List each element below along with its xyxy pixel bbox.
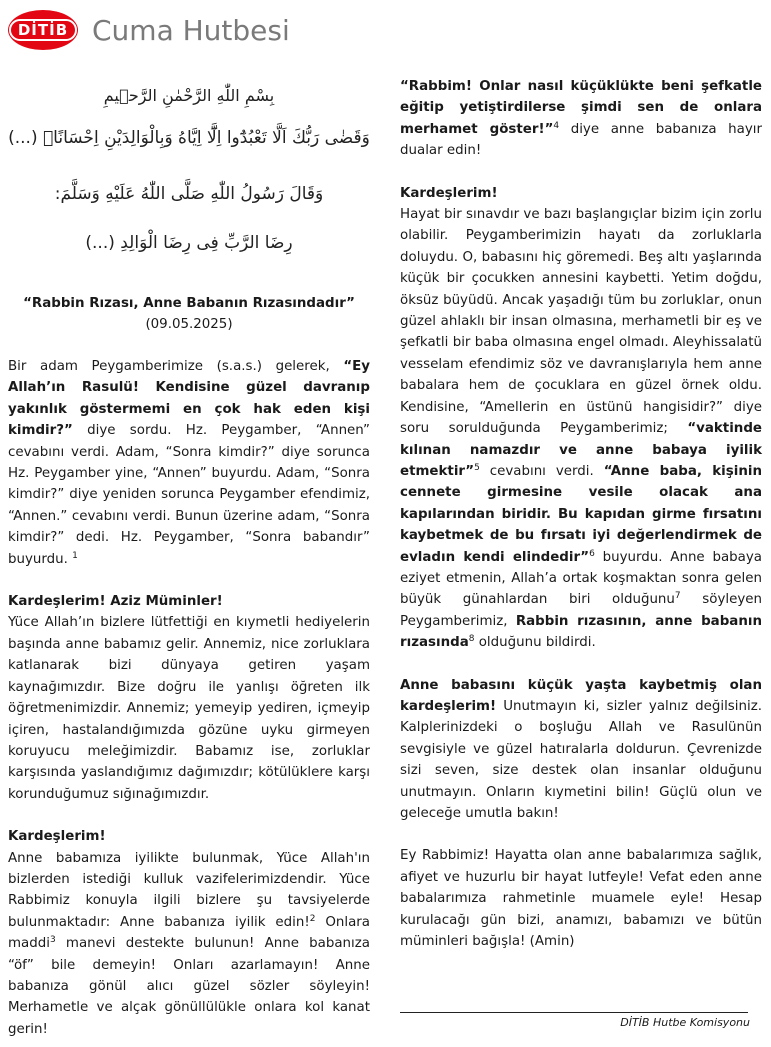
text: Bir adam Peygamberimize (s.a.s.) gelerek, xyxy=(8,359,344,374)
bold-text: “Ey Allah’ın Rasulü! Kendisine güzel davranıp yakınlık göstermemi en çok hak eden kişi kimdir?” xyxy=(8,359,370,439)
heading-text: Kardeşlerim! Aziz Müminler! xyxy=(8,594,223,610)
logo-text: DİTİB xyxy=(9,19,77,41)
text: Unutmayın ki, sizler yalnız değilsiniz. Kalplerinizdeki o boşluğu Allah ve Rasulünün sevgisiyle ve güzel hatıralarla doldurun. Çevrenizde sizi seven, size destek olan insanlar olduğunu unutmayın. Onların kıymetini bilin! Güçlü olun ve geleceğe umutla bakın! xyxy=(400,698,762,821)
text: cevabını verdi. xyxy=(479,463,604,479)
section-heading xyxy=(8,826,370,847)
footnote-ref: 1 xyxy=(72,550,78,561)
right-column xyxy=(400,76,762,952)
text: Onlara maddi xyxy=(8,914,370,952)
paragraph-1 xyxy=(8,356,370,570)
arabic-verse: وَقَضٰى رَبُّكَ اَلَّا تَعْبُدُٓوا اِلَّٓا اِيَّاهُ وَبِالْوَالِدَيْنِ اِحْسَانًاۜ (...) xyxy=(8,128,370,148)
header xyxy=(8,8,290,52)
paragraph-dua xyxy=(400,76,762,162)
footnote-ref: 6 xyxy=(589,548,595,559)
text: diye anne babanıza hayır dualar edin! xyxy=(400,121,762,159)
footnote-ref: 7 xyxy=(674,591,681,602)
text: diye sordu. Hz. Peygamber, “Annen” cevabını verdi. Adam, “Sonra kimdir?” diye sorunca Hz. Peygamber yine, “Annen” buyurdu. Adam, “Sonra kimdir?” diye yeniden sorunca Peygamber efendimiz, “Annen.” cevabını verdi. Bunun üzerine adam, “Sonra kimdir?” dedi. Hz. Peygamber, “Sonra babandır” buyurdu. xyxy=(8,423,370,567)
section-heading xyxy=(400,183,762,204)
left-column xyxy=(8,356,370,1040)
section-heading xyxy=(8,591,370,612)
paragraph-2: Yüce Allah’ın bizlere lütfettiği en kıymetli hediyelerin başında anne babamız gelir. Annemiz, nice zorluklara katlanarak bizi dünyaya getiren yaşam kaynağımızdır. Bize doğru ile yanlışı öğreten ilk öğretmenimizdir. Annemiz; yemeyip yediren, içmeyip içiren, hastalandığımızda gözüne uyku girmeyen koruyucu meleğimizdir. Babamız ise, zorluklar karşısında yaslandığımız dağımızdır; kötülüklere karşı korunduğumuz sığınağımızdır. xyxy=(8,615,370,802)
bold-text: “Anne baba, kişinin cennete girmesine vesile olacak ana kapılarından biridir. Bu kapıdan girme fırsatını kaybetmek de bu fırsatı iyi değerlendirmek de evladın kendi elindedir” xyxy=(400,463,762,565)
sermon-date: (09.05.2025) xyxy=(145,317,233,332)
paragraph-orphans xyxy=(400,675,762,825)
text: buyurdu. Anne babaya eziyet etmenin, Allah’a ortak koşmaktan sonra gelen büyük günahlardan biri olduğunu xyxy=(400,549,762,608)
signature-line xyxy=(400,1012,748,1013)
paragraph-prayer: Ey Rabbimiz! Hayatta olan anne babalarımıza sağlık, afiyet ve huzurlu bir hayat lutfeyle! Vefat eden anne babalarımıza rahmetinle muamele eyle! Hesap kurulacağı gün bizi, anamızı, babamızı ve bütün müminleri bağışla! (Amin) xyxy=(400,848,762,950)
page-title: Cuma Hutbesi xyxy=(92,13,290,47)
footnote-ref: 2 xyxy=(309,913,316,924)
text: Anne babamıza iyilikte bulunmak, Yüce Allah'ın bizlerden istediği kulluk vazifelerimizdendir. Yüce Rabbimiz konuyla ilgili bizlere şu tavsiyelerde bulunmaktadır: Anne babanıza iyilik edin! xyxy=(8,850,370,930)
heading-text: Kardeşlerim! xyxy=(8,829,106,845)
bold-text: Rabbin rızasının, anne babanın rızasında xyxy=(400,613,762,651)
arabic-hadith-intro: وَقَالَ رَسُولُ اللّٰهِ صَلَّى اللّٰهُ عَلَيْهِ وَسَلَّمَ: xyxy=(54,184,324,204)
basmala: بِسْمِ اللّٰهِ الرَّحْمٰنِ الرَّح۪يمِ xyxy=(103,86,275,105)
text: Hayat bir sınavdır ve bazı başlangıçlar bizim için zorlu olabilir. Peygamberimizin hayatı da zorluklarla doluydu. O, babasını hiç göremedi. Beş altı yaşlarında küçük bir çocukken annesini kaybetti. Yetim doğdu, öksüz büyüdü. Ancak yaşadığı tüm bu zorluklar, onun güzel ahlaklı bir insan olmasına, merhametli bir eş ve şefkatli bir baba olmasına engel olmadı. Aleyhissalatü vesselam efendimiz söz ve davranışlarıyla hem anne babalara hem de çocuklara en güzel örnek oldu. Kendisine, “Amellerin en üstünü hangisidir?” diye soru sorulduğunda Peygamberimiz; xyxy=(400,207,762,437)
signature: DİTİB Hutbe Komisyonu xyxy=(620,1016,750,1029)
heading-text: Kardeşlerim! xyxy=(400,185,498,201)
bold-text: “vaktinde kılınan namazdır ve anne babaya iyilik etmektir” xyxy=(400,421,762,479)
paragraph-life xyxy=(400,204,762,654)
text: manevi destekte bulunun! Anne babanıza “öf” bile demeyin! Onları azarlamayın! Anne babanıza gönül alıcı güzel sözler söyleyin! Merhametle ve alçak gönüllülükle onlara kol kanat gerin! xyxy=(8,936,370,1037)
sermon-title-block xyxy=(8,293,370,335)
paragraph-3 xyxy=(8,848,370,1041)
text: olduğunu bildirdi. xyxy=(474,635,596,651)
ditib-logo xyxy=(8,10,78,50)
footnote-ref: 5 xyxy=(474,462,480,473)
bold-text: “Rabbim! Onlar nasıl küçüklükte beni şefkatle eğitip yetiştirdilerse şimdi sen de onlara merhamet göster!” xyxy=(400,79,762,137)
sermon-title: “Rabbin Rızası, Anne Babanın Rızasındadır” xyxy=(23,296,355,311)
footnote-ref: 8 xyxy=(468,634,475,645)
text: söyleyen Peygamberimiz, xyxy=(400,592,762,629)
arabic-hadith: رِضَا الرَّبِّ فِى رِضَا الْوَالِدِ (...) xyxy=(85,233,293,253)
footnote-ref: 3 xyxy=(49,935,56,946)
footnote-ref: 4 xyxy=(553,120,560,131)
bold-text: Anne babasını küçük yaşta kaybetmiş olan kardeşlerim! xyxy=(400,677,762,714)
